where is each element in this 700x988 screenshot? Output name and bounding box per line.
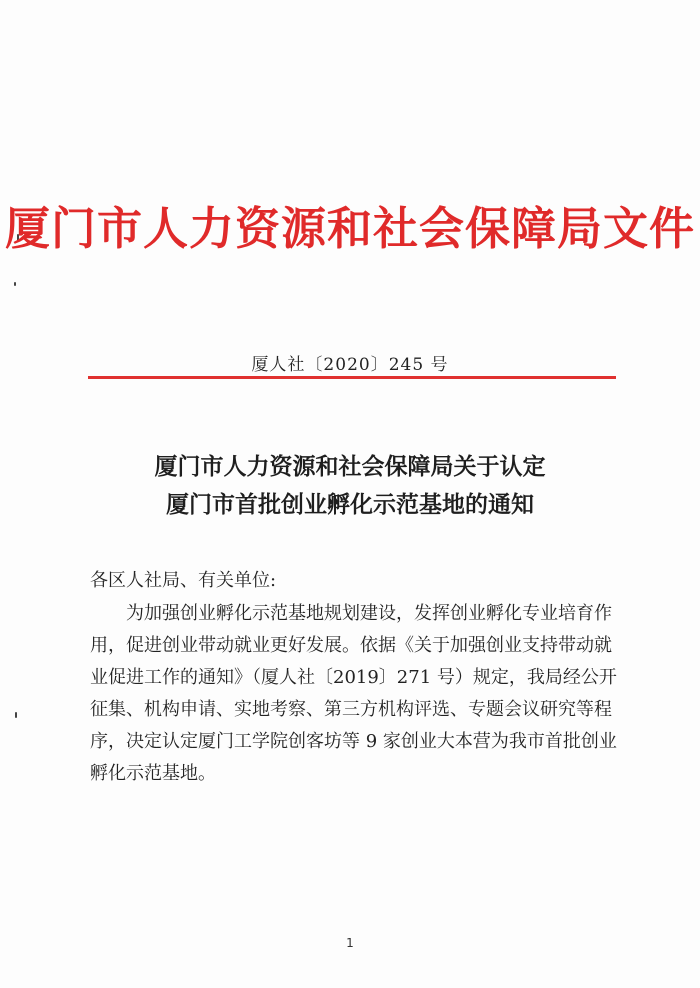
issuer-header-title: 厦门市人力资源和社会保障局文件 [4,202,695,255]
body-line: 序，决定认定厦门工学院创客坊等 9 家创业大本营为我市首批创业 [90,731,617,752]
binding-mark-middle [14,282,16,286]
body-line: 征集、机构申请、实地考察、第三方机构评选、专题会议研究等程 [90,699,612,720]
body-line: 用，促进创业带动就业更好发展。依据《关于加强创业支持带动就 [90,635,612,656]
red-separator-rule [88,376,616,379]
document-number: 厦人社〔2020〕245 号 [251,355,449,375]
body-line: 孵化示范基地。 [90,763,216,784]
body-paragraph [90,598,617,790]
salutation: 各区人社局、有关单位: [90,570,277,591]
notice-title [0,448,700,524]
notice-title-line-2: 厦门市首批创业孵化示范基地的通知 [166,492,534,518]
binding-mark-lower [15,712,17,718]
notice-title-line-1: 厦门市人力资源和社会保障局关于认定 [154,454,546,480]
body-line: 为加强创业孵化示范基地规划建设，发挥创业孵化专业培育作 [126,603,612,624]
body-line: 业促进工作的通知》（厦人社〔2019〕271 号）规定，我局经公开 [90,667,617,688]
page-number: 1 [346,936,354,950]
